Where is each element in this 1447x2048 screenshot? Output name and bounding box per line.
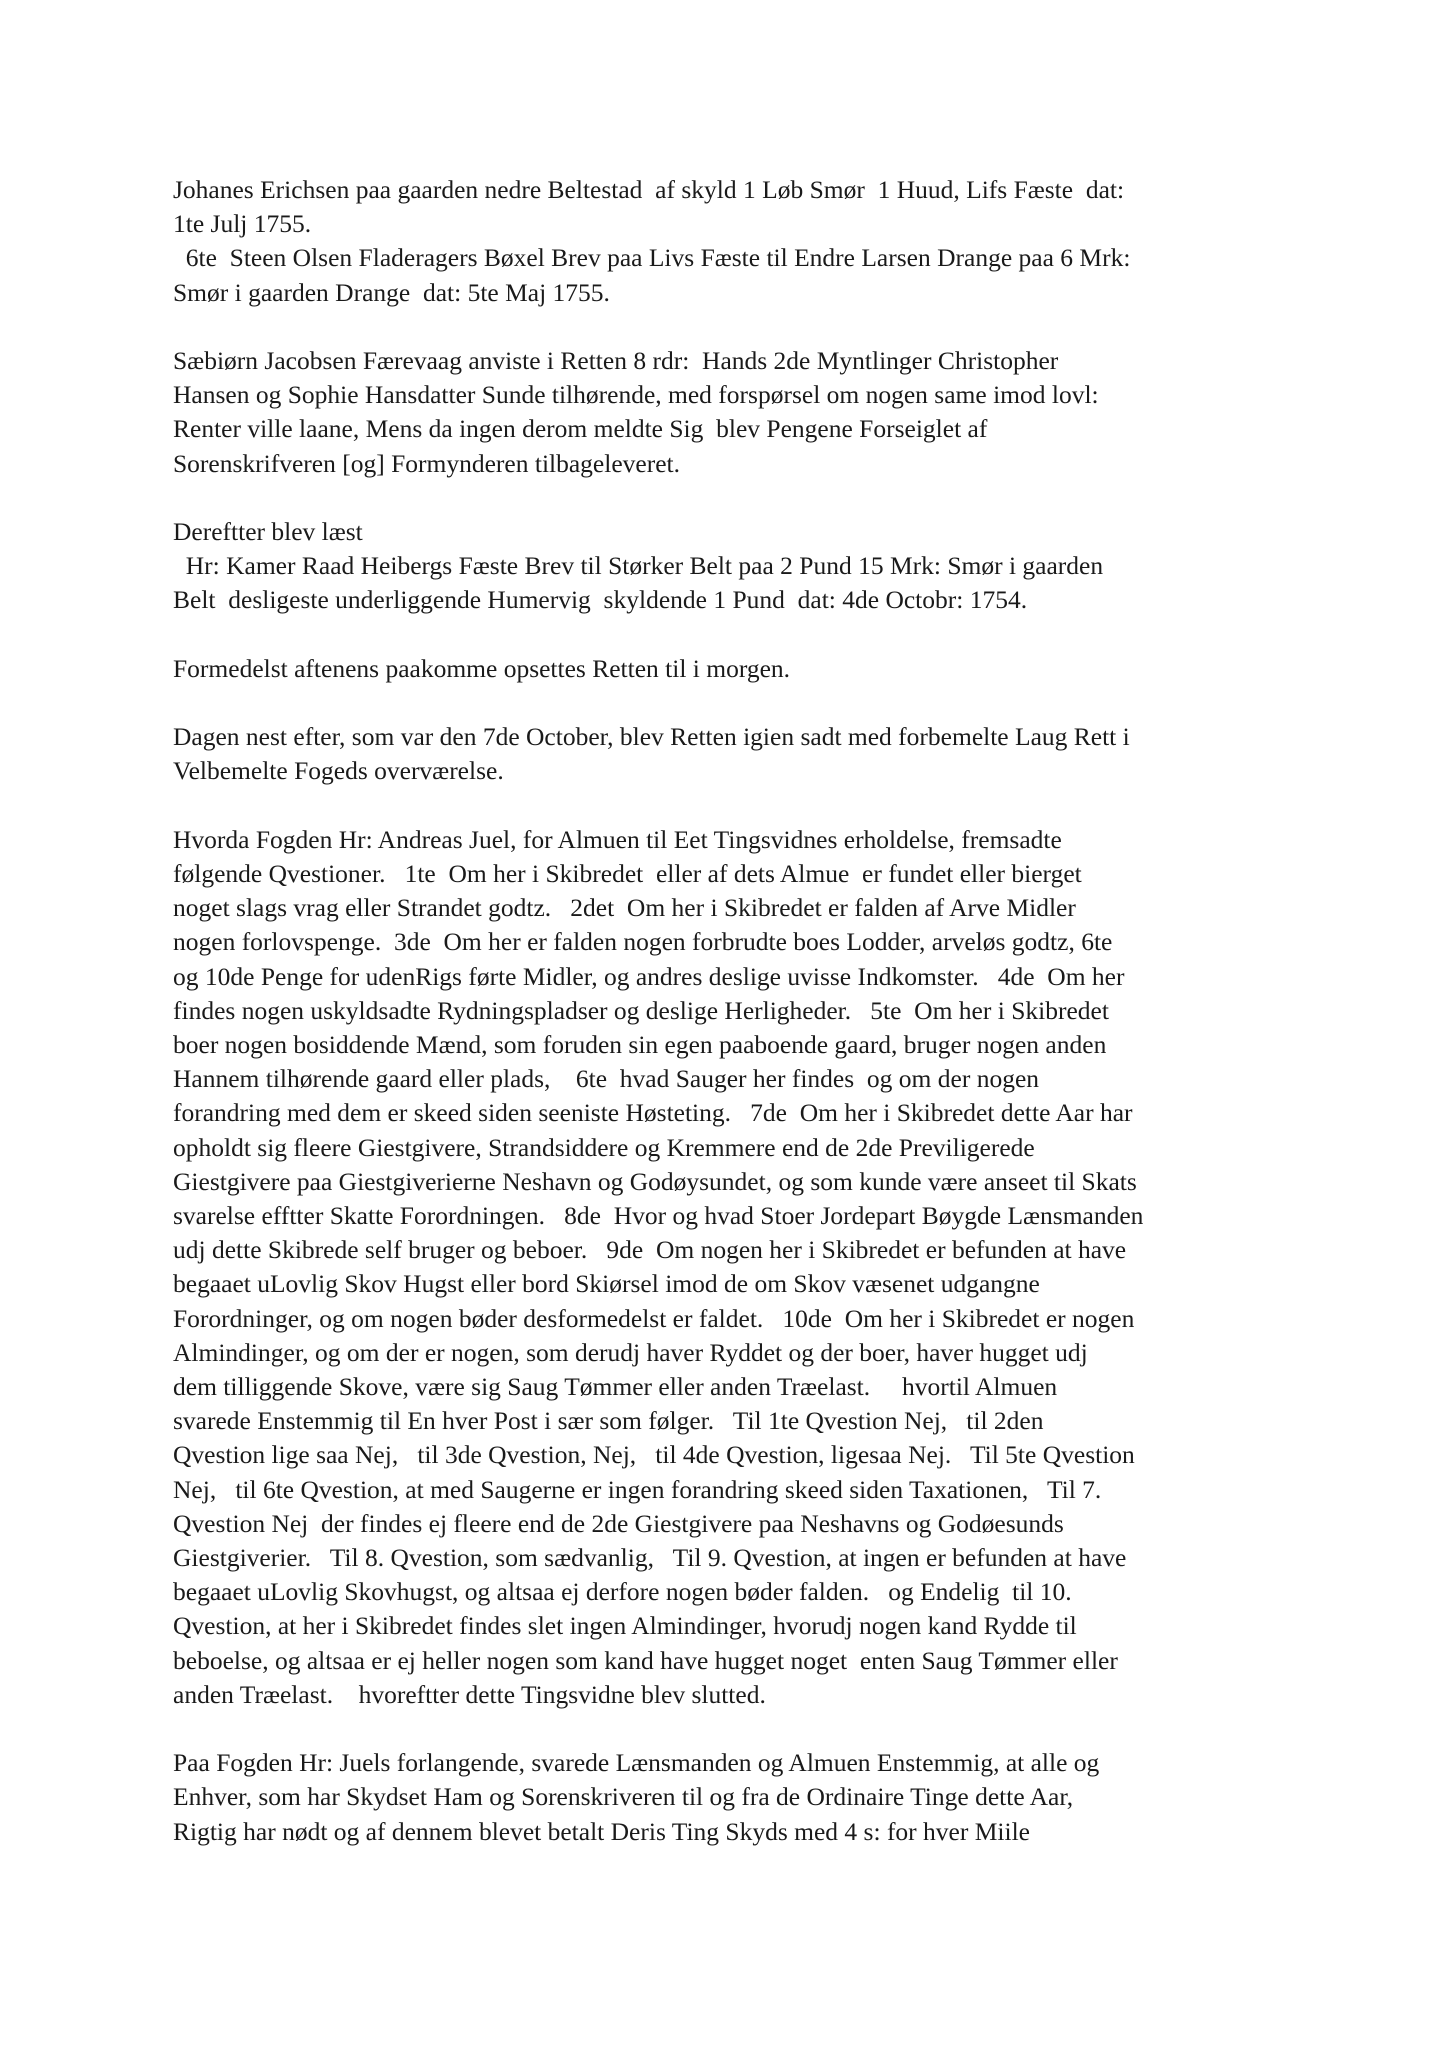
text-line: nogen forlovspenge. 3de Om her er falden nogen forbrudte boes Lodder, arveløs godtz, 6te xyxy=(173,927,1113,957)
text-line: Giestgivere paa Giestgiverierne Neshavn og Godøysundet, og som kunde være anseet til Skats xyxy=(173,1166,1137,1196)
paragraph xyxy=(173,720,1293,788)
document-body xyxy=(173,173,1293,1849)
paragraph xyxy=(173,1746,1293,1849)
text-line: forandring med dem er skeed siden seeniste Høsteting. 7de Om her i Skibredet dette Aar har xyxy=(173,1098,1133,1128)
text-line: boer nogen bosiddende Mænd, som foruden sin egen paaboende gaard, bruger nogen anden xyxy=(173,1030,1107,1059)
paragraph xyxy=(173,173,1293,310)
text-line: Almindinger, og om der er nogen, som derudj haver Ryddet og der boer, haver hugget udj xyxy=(173,1337,1088,1367)
text-line: findes nogen uskyldsadte Rydningspladser og deslige Herligheder. 5te Om her i Skibredet xyxy=(173,995,1109,1025)
text-line: Johanes Erichsen paa gaarden nedre Beltestad af skyld 1 Løb Smør 1 Huud, Lifs Fæste dat: xyxy=(173,175,1125,204)
text-line: udj dette Skibrede self bruger og beboer. 9de Om nogen her i Skibredet er befunden at have xyxy=(173,1235,1127,1265)
text-line: svarelse efftter Skatte Forordningen. 8de Hvor og hvad Stoer Jordepart Bøygde Lænsmanden xyxy=(173,1201,1144,1231)
text-line: Rigtig har nødt og af dennem blevet betalt Deris Ting Skyds med 4 s: for hver Miile xyxy=(173,1816,1030,1846)
text-line: Qvestion, at her i Skibredet findes slet ingen Almindinger, hvorudj nogen kand Rydde til xyxy=(173,1611,1077,1641)
text-line: Enhver, som har Skydset Ham og Sorenskriveren til og fra de Ordinaire Tinge dette Aar, xyxy=(173,1782,1074,1812)
text-line: Hvorda Fogden Hr: Andreas Juel, for Almuen til Eet Tingsvidnes erholdelse, fremsadte xyxy=(173,824,1062,854)
text-line: Belt desligeste underliggende Humervig skyldende 1 Pund dat: 4de Octobr: 1754. xyxy=(173,585,1028,615)
text-line: dem tilliggende Skove, være sig Saug Tømmer eller anden Træelast. hvortil Almuen xyxy=(173,1372,1058,1402)
text-line: begaaet uLovlig Skovhugst, og altsaa ej derfore nogen bøder falden. og Endelig til 10. xyxy=(173,1577,1072,1607)
text-line: opholdt sig fleere Giestgivere, Strandsiddere og Kremmere end de 2de Previligerede xyxy=(173,1132,1035,1162)
text-line: Sæbiørn Jacobsen Færevaag anviste i Retten 8 rdr: Hands 2de Myntlinger Christopher xyxy=(173,346,1059,375)
text-line: anden Træelast. hvoreftter dette Tingsvidne blev slutted. xyxy=(173,1679,766,1709)
text-line: og 10de Penge for udenRigs førte Midler, og andres deslige uvisse Indkomster. 4de Om her xyxy=(173,961,1125,991)
text-line: Smør i gaarden Drange dat: 5te Maj 1755. xyxy=(173,277,610,307)
text-line: Paa Fogden Hr: Juels forlangende, svarede Lænsmanden og Almuen Enstemmig, at alle og xyxy=(173,1748,1100,1778)
text-line: Hannem tilhørende gaard eller plads, 6te hvad Sauger her findes og om der nogen xyxy=(173,1064,1040,1094)
text-line: Qvestion Nej der findes ej fleere end de 2de Giestgivere paa Neshavns og Godøesunds xyxy=(173,1508,1064,1538)
text-line: Dereftter blev læst xyxy=(173,517,363,546)
text-line: 6te Steen Olsen Fladeragers Bøxel Brev paa Livs Fæste til Endre Larsen Drange paa 6 Mrk: xyxy=(173,243,1131,273)
text-line: begaaet uLovlig Skov Hugst eller bord Skiørsel imod de om Skov væsenet udgangne xyxy=(173,1269,1040,1299)
text-line: Velbemelte Fogeds overværelse. xyxy=(173,756,504,786)
paragraph xyxy=(173,652,1293,686)
text-line: Forordninger, og om nogen bøder desformedelst er faldet. 10de Om her i Skibredet er nogen xyxy=(173,1303,1135,1333)
text-line: noget slags vrag eller Strandet godtz. 2det Om her i Skibredet er falden af Arve Midler xyxy=(173,893,1076,923)
paragraph xyxy=(173,823,1293,1712)
text-line: Qvestion lige saa Nej, til 3de Qvestion, Nej, til 4de Qvestion, ligesaa Nej. Til 5te Qvestion xyxy=(173,1440,1135,1470)
paragraph xyxy=(173,515,1293,618)
text-line: Hansen og Sophie Hansdatter Sunde tilhørende, med forspørsel om nogen same imod lovl: xyxy=(173,380,1099,410)
paragraph xyxy=(173,344,1293,481)
text-line: følgende Qvestioner. 1te Om her i Skibredet eller af dets Almue er fundet eller bierget xyxy=(173,858,1082,888)
text-line: Nej, til 6te Qvestion, at med Saugerne er ingen forandring skeed siden Taxationen, Til 7. xyxy=(173,1474,1102,1504)
text-line: Dagen nest efter, som var den 7de October, blev Retten igien sadt med forbemelte Laug Rett i xyxy=(173,722,1130,752)
text-line: Hr: Kamer Raad Heibergs Fæste Brev til Størker Belt paa 2 Pund 15 Mrk: Smør i gaarden xyxy=(173,551,1104,581)
text-line: beboelse, og altsaa er ej heller nogen som kand have hugget noget enten Saug Tømmer eller xyxy=(173,1645,1118,1675)
text-line: svarede Enstemmig til En hver Post i sær som følger. Til 1te Qvestion Nej, til 2den xyxy=(173,1406,1044,1436)
text-line: Giestgiverier. Til 8. Qvestion, som sædvanlig, Til 9. Qvestion, at ingen er befunden at have xyxy=(173,1543,1127,1573)
text-line: Formedelst aftenens paakomme opsettes Retten til i morgen. xyxy=(173,653,791,683)
text-line: Sorenskrifveren [og] Formynderen tilbageleveret. xyxy=(173,448,680,478)
text-line: 1te Julj 1755. xyxy=(173,209,312,239)
text-line: Renter ville laane, Mens da ingen derom meldte Sig blev Pengene Forseiglet af xyxy=(173,414,988,444)
